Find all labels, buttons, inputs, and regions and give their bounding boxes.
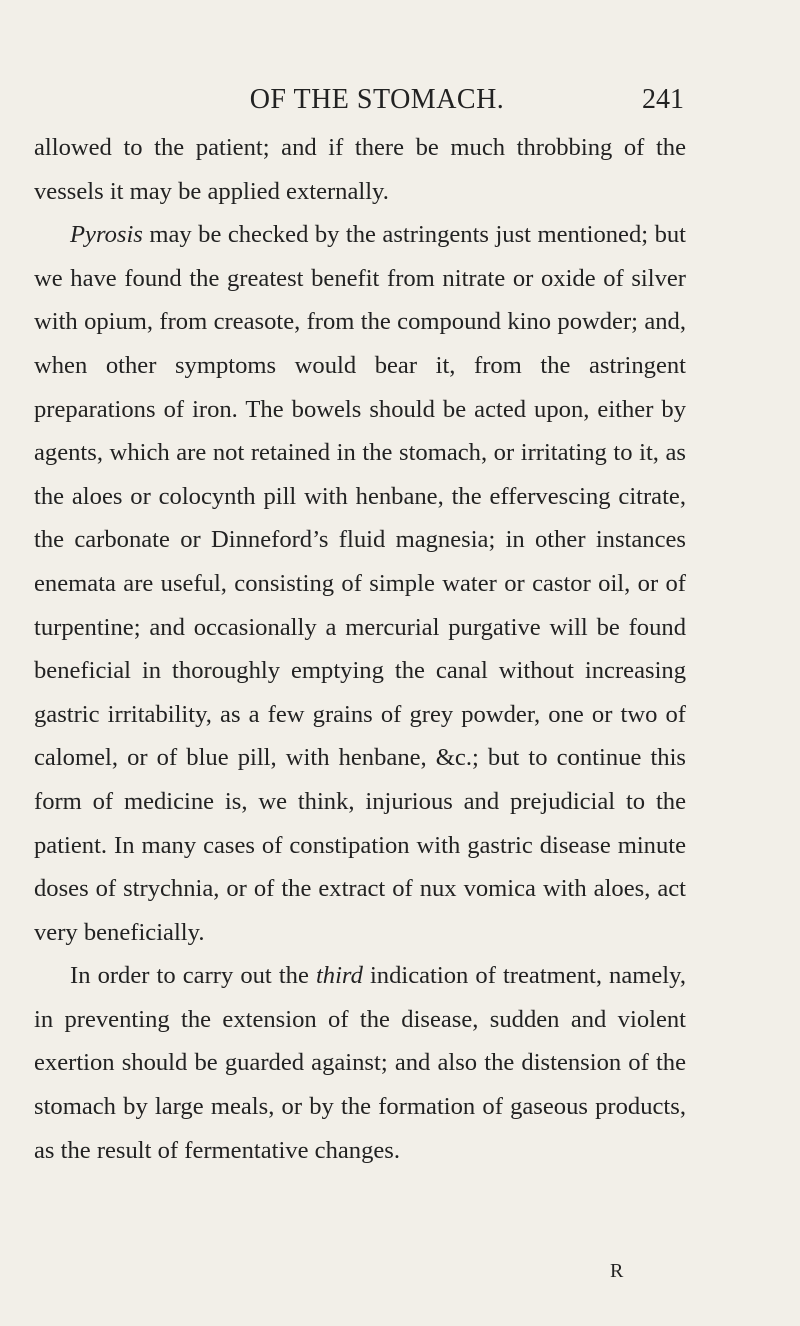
- signature-mark: R: [610, 1260, 624, 1282]
- paragraph-3-before: In order to carry out the: [70, 962, 316, 990]
- pyrosis-term: Pyrosis: [70, 221, 143, 249]
- paragraph-third-indication: [34, 954, 686, 1172]
- paragraph-pyrosis: [34, 213, 686, 954]
- third-term: third: [315, 962, 363, 990]
- paragraph-1-text: allowed to the patient; and if there be much throbbing of the vessels it may be applied externally.: [34, 134, 686, 205]
- page-number: 241: [642, 84, 684, 115]
- paragraph-pyrosis-text: may be checked by the astringents just mentioned; but we have found the greatest benefit from nitrate or oxide of silver with opium, from creasote, from the compound kino powder; and, when other symptoms would bear it, from the astringent preparations of iron. The bowels should be acted upon, either by agents, which are not retained in the stomach, or irritating to it, as the aloes or colocynth pill with henbane, the effervescing citrate, the carbonate or Dinneford’s fluid magnesia; in other instances enemata are useful, consisting of simple water or castor oil, or of turpentine; and occasionally a mercurial purgative will be found beneficial in thoroughly emptying the canal without increasing gastric irritability, as a few grains of grey powder, one or two of calomel, or of blue pill, with henbane, &c.; but to continue this form of medicine is, we think, injurious and prejudicial to the patient. In many cases of constipation with gastric disease minute doses of strychnia, or of the extract of nux vomica with aloes, act very beneficially.: [34, 221, 686, 946]
- page-header: [30, 84, 684, 124]
- paragraph-1: [34, 126, 686, 213]
- body-text: [34, 126, 686, 1172]
- running-head: OF THE STOMACH.: [249, 84, 505, 115]
- paragraph-3-after: indication of treatment, namely, in preventing the extension of the disease, sudden and violent exertion should be guarded against; and also the distension of the stomach by large meals, or by the formation of gaseous products, as the result of fermentative changes.: [34, 962, 686, 1164]
